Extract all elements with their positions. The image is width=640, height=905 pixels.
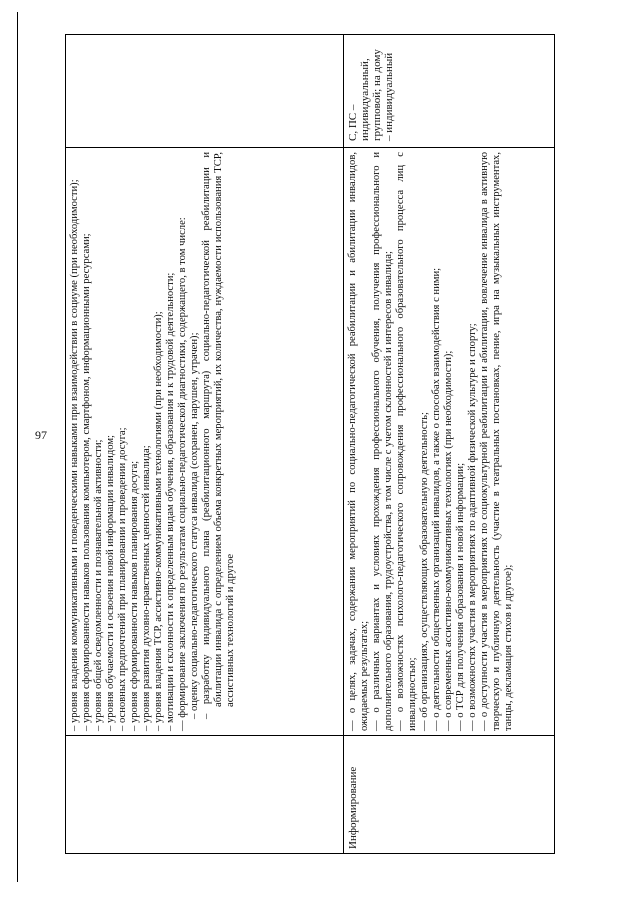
list-item: — об организациях, осуществляющих образовательную деятельность;	[419, 412, 430, 731]
table-row-informing	[344, 35, 554, 853]
margin-rule	[17, 12, 18, 882]
table-row-diagnostics	[66, 35, 344, 853]
list-item: — о современных ассистивно-коммуникативных технологиях (при необходимости);	[443, 350, 454, 731]
list-item: — о возможностях психолого-педагогического сопровождения профессионального образовательного процесса лиц с инвалидностью;	[395, 152, 418, 731]
list-item: – оценку социально-педагогического статуса инвалида (сохранен, нарушен, утрачен);	[189, 332, 200, 719]
section-label: Информирование	[344, 735, 554, 853]
list-item: – уровня владения коммуникативными и поведенческими навыками при взаимодействии в социуме (при необходимости);	[69, 179, 80, 731]
list-item: — о различных вариантах и условиях прохождения профессионального обучения, получения профессионального и дополнительного образования, трудоустройства, в том числе с учетом склонностей и интересов инвалида;	[371, 152, 394, 731]
content-cell-informing	[344, 147, 554, 735]
format-cell: С, ПС – индивидуальный, групповой; на дому – индивидуальный	[347, 49, 395, 141]
list-item: – мотивации и склонности к определенным видам обучения, образования и к трудовой деятельности;	[165, 272, 176, 731]
list-item: – уровня сформированности навыков планирования досуга;	[129, 460, 140, 731]
list-item: – разработку индивидуального плана (реабилитационного маршрута) социально-педагогической реабилитации и абилитации инвалида с определением объема конкретных мероприятий, их количества, нуждаемости использования ТСР, ассистивных технологий и другое	[201, 152, 236, 719]
list-item: – основных предпочтений при планировании и проведении досуга;	[117, 427, 128, 731]
format-cell-empty	[66, 35, 343, 147]
list-item: — о доступности участия в мероприятиях по социокультурной реабилитации и абилитации, вовлечение инвалида в активную творческую и публичную деятельность (участие в театральных постановках, пение, игра на музыкальных инструментах, танцы, декламация стихов и другое);	[479, 152, 514, 731]
list-item: — о целях, задачах, содержании мероприятий по социально-педагогической реабилитации и абилитации инвалидов, ожидаемых результатах;	[347, 152, 370, 731]
services-table	[65, 34, 555, 854]
list-item: — формирование заключения по результатам социально-педагогической диагностики, содержащего, в том числе:	[177, 217, 188, 731]
page-number: 97	[35, 428, 47, 442]
list-item: — о деятельности общественных организаций инвалидов, а также о способах взаимодействия с ними;	[431, 267, 442, 731]
section-cell-empty	[66, 735, 343, 853]
list-item: – уровня обучаемости и освоения новой информации инвалидом;	[105, 435, 116, 731]
list-item: – уровня владения ТСР, ассистивно-коммуникативными технологиями (при необходимости);	[153, 311, 164, 731]
list-item: — о возможностях участия в мероприятиях по адаптивной физической культуре и спорту;	[467, 323, 478, 731]
content-cell-diagnostics	[66, 147, 343, 735]
list-item: – уровня общей осведомленности и познавательной активности;	[93, 439, 104, 731]
list-item: – уровня сформированности навыков пользования компьютером, смартфоном, информационными ресурсами;	[81, 233, 92, 731]
list-item: — о ТСР для получения образования и новой информации;	[455, 462, 466, 731]
list-item: – уровня развития духовно-нравственных ценностей инвалида;	[141, 445, 152, 731]
